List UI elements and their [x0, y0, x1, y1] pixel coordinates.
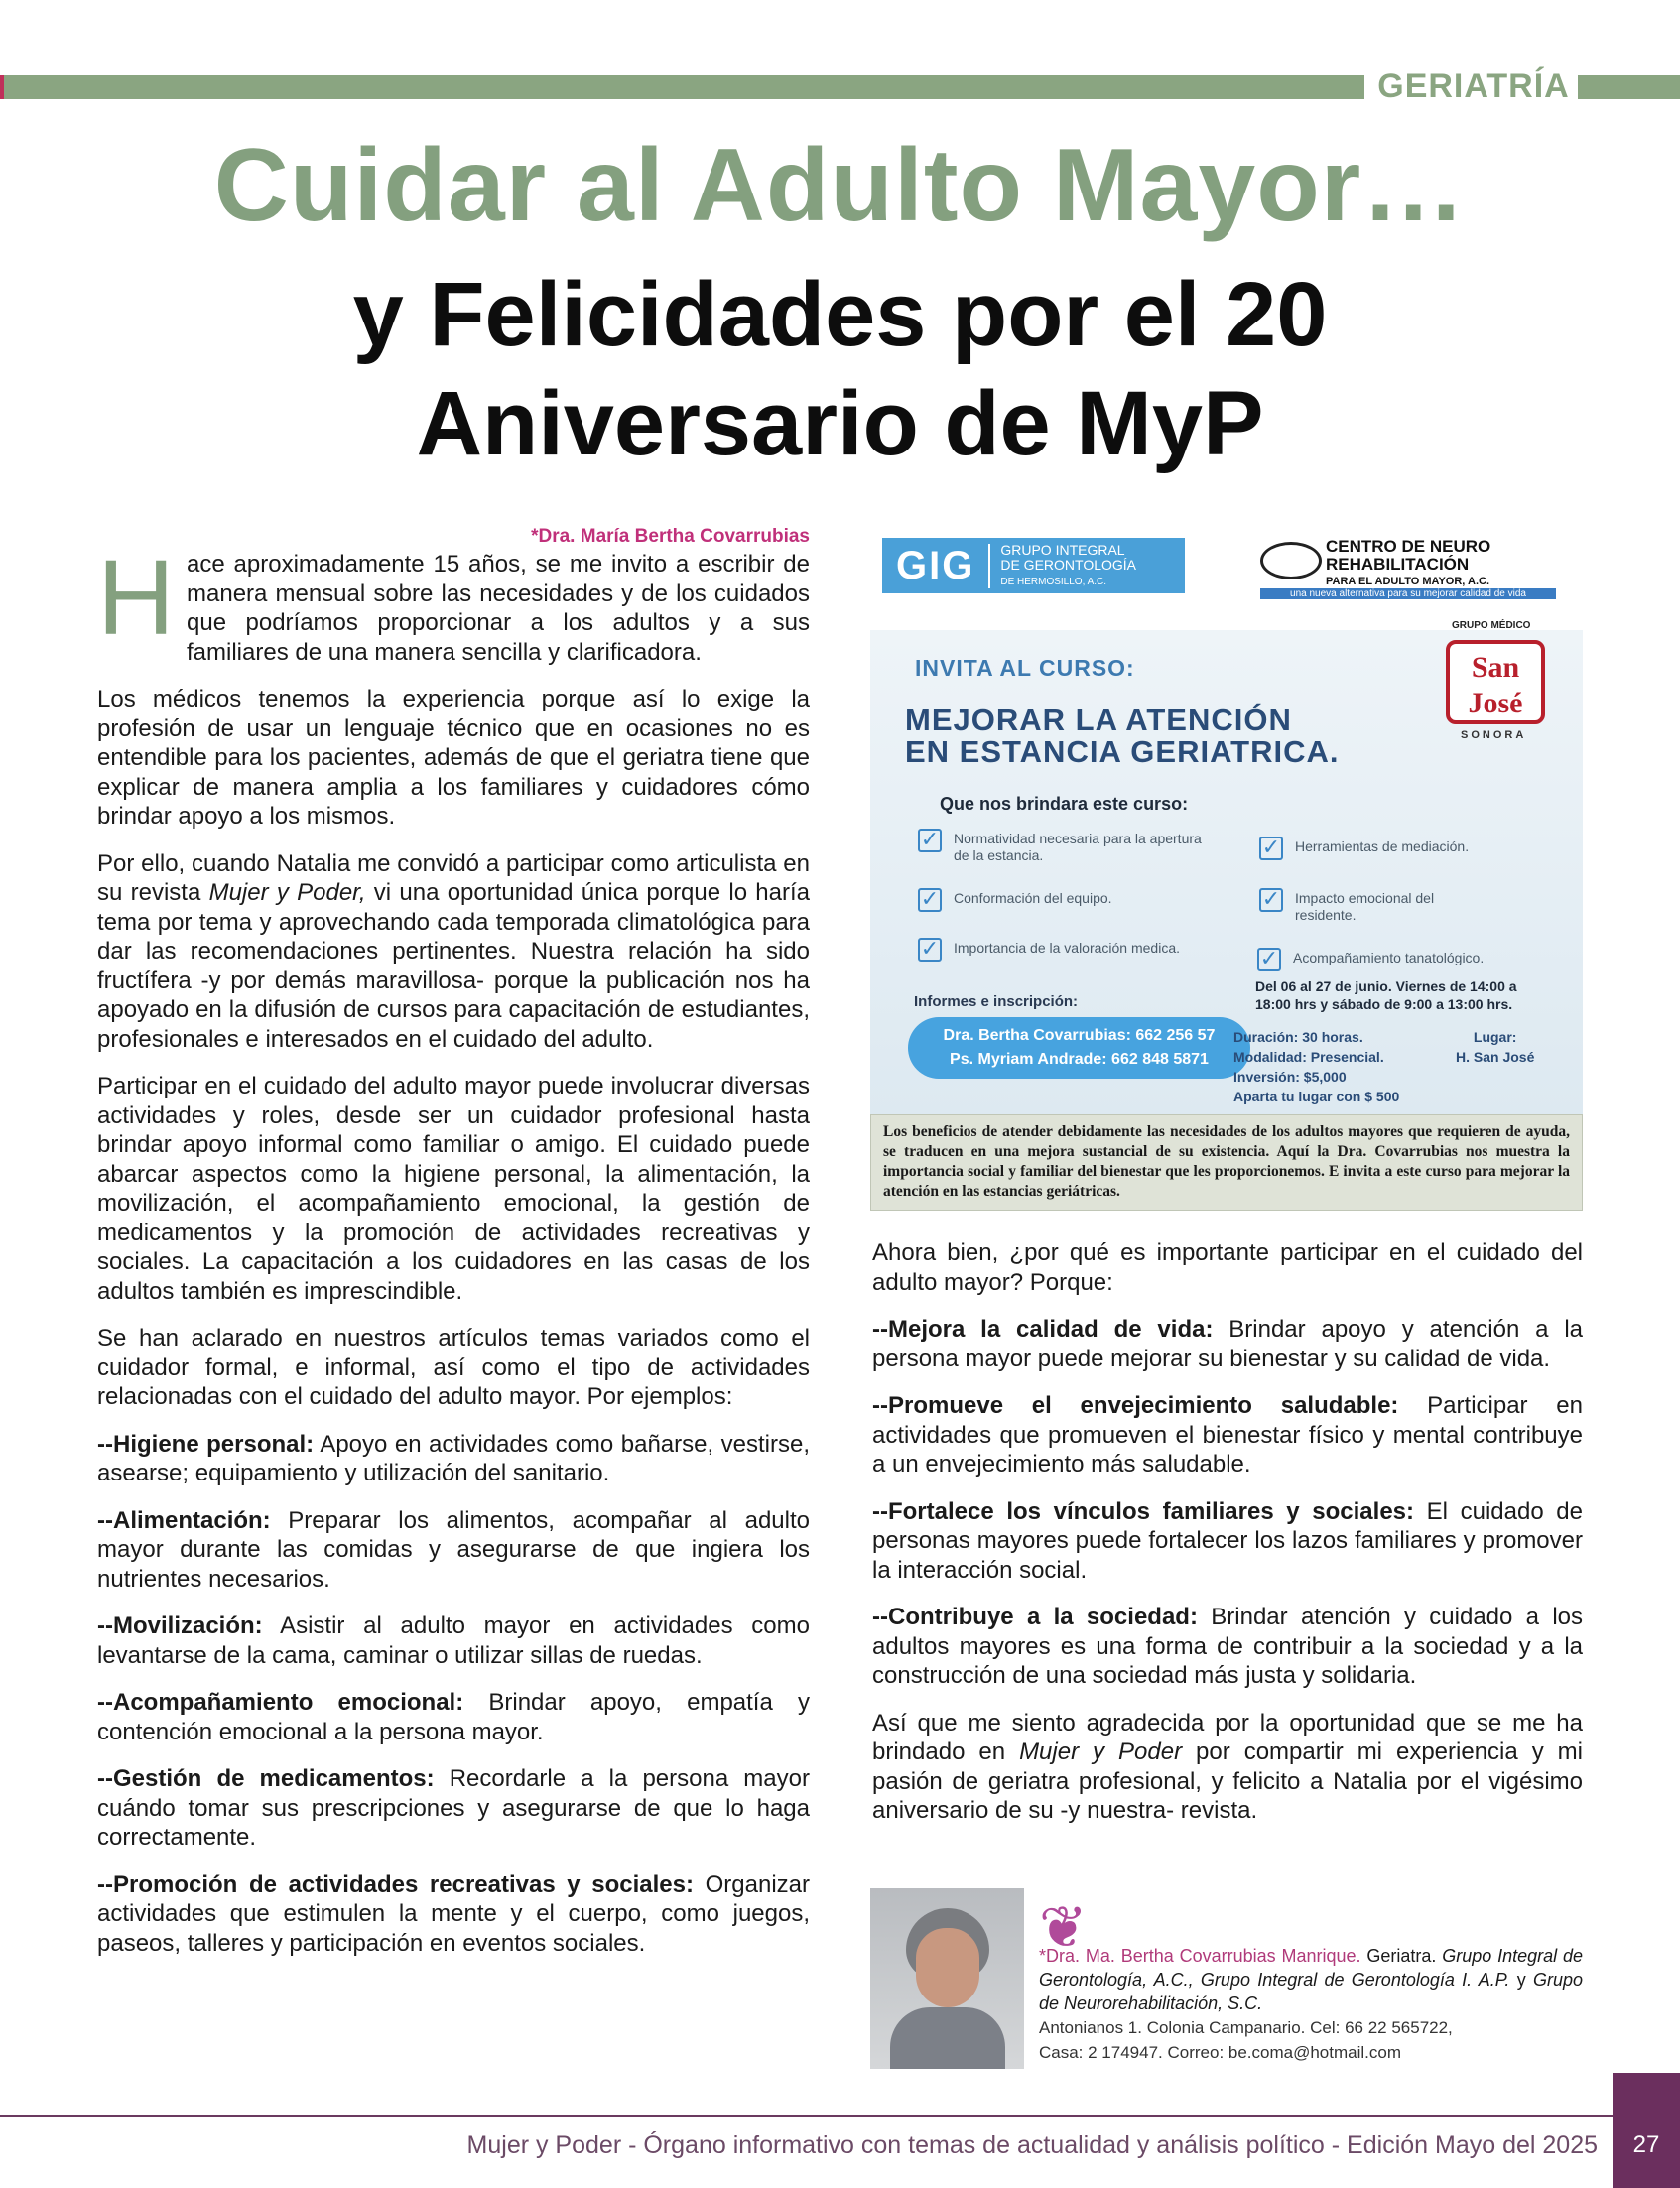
benefit-text: Brindar apoyo y atención a la persona mayor puede mejorar su bienestar y su calidad de vida. [872, 1316, 1583, 1372]
paragraph-2: Los médicos tenemos la experiencia porque así lo exige la profesión de usar un lenguaje técnico que en ocasiones no es entendible para los pacientes, además de que el geriatra tiene que explicar de manera amplia a los familiares y cuidadores cómo brindar apoyo a los mismos. [97, 686, 810, 830]
care-item [97, 1764, 810, 1853]
author-contact: Casa: 2 174947. Correo: be.coma@hotmail.com [1039, 2043, 1401, 2062]
benefit-label: --Promueve el envejecimiento saludable: [872, 1392, 1399, 1419]
author-box [870, 1888, 1583, 2072]
care-item-label: --Promoción de actividades recreativas y sociales: [97, 1870, 694, 1898]
subtitle-line-2: Aniversario de MyP [416, 373, 1264, 474]
paragraph-1-text: ace aproximadamente 15 años, se me invito a escribir de manera mensual sobre las necesidades y de los cuidados que podríamos proporcionar a los adultos y a sus familiares de una manera sencilla y clarificadora. [187, 551, 810, 666]
contact-phone: Ps. Myriam Andrade: 662 848 5871 [950, 1051, 1209, 1068]
closing-paragraph [872, 1709, 1583, 1826]
header-rule-right [1578, 75, 1680, 99]
cnr-title-line: CENTRO DE NEURO [1326, 537, 1491, 556]
course-title-line: EN ESTANCIA GERIATRICA. [905, 734, 1340, 769]
checklist-text: Impacto emocional del residente. [1295, 890, 1435, 923]
contact-phone: Dra. Bertha Covarrubias: 662 256 57 [943, 1027, 1216, 1044]
author-photo [870, 1888, 1024, 2069]
checkbox-icon: ✓ [918, 938, 942, 962]
footer-text: Mujer y Poder - Órgano informativo con temas de actualidad y análisis político - Edición Mayo del 2025 [466, 2131, 1598, 2159]
feather-icon: ❦ [1039, 1895, 1088, 1960]
detail-cost: Inversión: $5,000 [1233, 1069, 1347, 1085]
page-number-box [1613, 2073, 1680, 2188]
care-item-label: --Higiene personal: [97, 1430, 315, 1458]
article-title: Cuidar al Adulto Mayor… [213, 128, 1467, 243]
checkbox-icon: ✓ [1257, 948, 1281, 971]
checklist-text: Conformación del equipo. [954, 890, 1112, 906]
cnr-title [1326, 538, 1490, 574]
paragraph-5: Se han aclarado en nuestros artículos temas variados como el cuidador formal, e informal, así como el tipo de actividades relacionadas con el cuidado del adulto mayor. Por ejemplos: [97, 1325, 810, 1410]
checklist-text: Acompañamiento tanatológico. [1293, 950, 1485, 965]
course-flyer [870, 620, 1583, 1114]
image-caption: Los beneficios de atender debidamente las necesidades de los adultos mayores que requieren de ayuda, se traducen en una mejora sustancial de su existencia. Aquí la Dra. Covarrubias nos muestra la importancia social y familiar del bienestar que les proporcionemos. E invita a este curso para mejorar la atención en las estancias geriátricas. [870, 1114, 1583, 1211]
informes-label: Informes e inscripción: [914, 993, 1079, 1010]
closing-text-a: Así que me siento agradecida por la oportunidad que se me ha brindado en [872, 1709, 1583, 1765]
author-org-2: Grupo de Neurorehabilitación, S.C. [1039, 1970, 1583, 2013]
benefit-label: --Mejora la calidad de vida: [872, 1316, 1214, 1343]
author-byline: *Dra. María Bertha Covarrubias [531, 526, 810, 547]
author-name: *Dra. Ma. Bertha Covarrubias Manrique. [1039, 1946, 1361, 1966]
checkbox-icon: ✓ [918, 888, 942, 912]
right-intro: Ahora bien, ¿por qué es importante participar en el cuidado del adulto mayor? Porque: [872, 1239, 1583, 1296]
benefit-item [872, 1603, 1583, 1691]
sonora-label: SONORA [1461, 729, 1527, 741]
care-item [97, 1870, 810, 1959]
cnr-subtitle: PARA EL ADULTO MAYOR, A.C. [1326, 576, 1490, 587]
course-dates [1255, 977, 1517, 1013]
location-label: Lugar: [1473, 1029, 1517, 1045]
checklist-item [920, 936, 1202, 961]
checklist-item [1259, 946, 1551, 970]
benefit-text: Brindar atención y cuidado a los adultos mayores es una forma de contribuir a la sociedad y a la construcción de una sociedad más justa y solidaria. [872, 1604, 1583, 1689]
course-title-line: MEJORAR LA ATENCIÓN [905, 703, 1292, 737]
paragraph-3 [97, 849, 810, 1055]
checkbox-icon: ✓ [1259, 837, 1283, 860]
care-item [97, 1506, 810, 1595]
detail-deposit: Aparta tu lugar con $ 500 [1233, 1089, 1400, 1104]
paragraph-4: Participar en el cuidado del adulto mayor puede involucrar diversas actividades y roles, desde ser un cuidador profesional hasta brindar apoyo informal como familiar o amigo. El cuidado puede abarcar aspectos como la higiene personal, la alimentación, la movilización, el acompañamiento emocional, la gestión de medicamentos y la promoción de actividades recreativas y sociales. La capacitación a los cuidadores en las casas de los adultos también es imprescindible. [97, 1073, 810, 1305]
drop-cap: H [97, 537, 175, 657]
header-rule-left [0, 75, 1364, 99]
benefit-label: --Contribuye a la sociedad: [872, 1604, 1198, 1630]
course-benefits-heading: Que nos brindara este curso: [940, 794, 1189, 814]
grupo-medico-label: GRUPO MÉDICO [1452, 620, 1531, 631]
invita-heading: INVITA AL CURSO: [915, 655, 1135, 681]
care-item-text: Organizar actividades que estimulen la mente y el cuerpo, como juegos, paseos, talleres y participación en eventos sociales. [97, 1870, 810, 1957]
checklist-item [1261, 886, 1493, 924]
benefit-label: --Fortalece los vínculos familiares y sociales: [872, 1497, 1415, 1525]
page-number: 27 [1632, 2131, 1660, 2158]
san-jose-word: San [1471, 651, 1520, 684]
gig-name-line: DE GERONTOLOGÍA [1000, 556, 1137, 573]
cnr-logo [1260, 534, 1563, 597]
course-title [905, 705, 1340, 768]
magazine-name: Mujer y Poder, [208, 879, 366, 906]
gig-logo [882, 538, 1185, 593]
benefit-text: El cuidado de personas mayores puede fortalecer los lazos familiares y promover la interacción social. [872, 1497, 1584, 1584]
care-item-label: --Acompañamiento emocional: [97, 1689, 464, 1716]
care-item-text: Asistir al adulto mayor en actividades como levantarse de la cama, caminar o utilizar sillas de ruedas. [97, 1612, 810, 1669]
care-item-text: Recordarle a la persona mayor cuándo tomar sus prescripciones y asegurarse de que lo haga correctamente. [97, 1765, 810, 1851]
magazine-name: Mujer y Poder [1019, 1738, 1183, 1765]
checkbox-icon: ✓ [918, 829, 942, 852]
checklist-item [920, 827, 1202, 864]
benefit-item [872, 1497, 1583, 1586]
gig-name-line: DE HERMOSILLO, A.C. [1000, 576, 1107, 587]
care-item [97, 1430, 810, 1488]
photo-face [916, 1928, 979, 2007]
paragraph-3-b: vi una oportunidad única porque lo haría tema por tema y aprovechando cada temporada climatológica para dar las recomendaciones pertinentes. Nuestra relación ha sido fructífera -y por demás maravillosa- porque la publicación nos ha apoyado en la difusión de cursos para capacitación de estudiantes, profesionales e interesados en el cuidado del adulto. [97, 879, 811, 1053]
header-rule-accent [0, 75, 4, 99]
brain-icon [1260, 542, 1322, 579]
detail-modality: Modalidad: Presencial. [1233, 1049, 1384, 1065]
checklist-text: Normatividad necesaria para la apertura de la estancia. [954, 831, 1202, 863]
san-jose-logo [1446, 640, 1545, 724]
closing-text-b: por compartir mi experiencia y mi pasión de geriatra profesional, y felicito a Natalia por el vigésimo aniversario de su -y nuestra- revista. [872, 1738, 1583, 1824]
detail-duration: Duración: 30 horas. [1233, 1029, 1363, 1045]
left-column [97, 526, 810, 1976]
right-column [872, 1238, 1583, 1844]
checkbox-icon: ✓ [1259, 888, 1283, 912]
checklist-item [920, 886, 1202, 911]
section-label: GERIATRÍA [1377, 67, 1570, 105]
author-org-1: Grupo Integral de Gerontología, A.C., Grupo Integral de Gerontología I. A.P. [1039, 1946, 1583, 1990]
san-jose-word: José [1468, 687, 1523, 719]
cnr-tagline: una nueva alternativa para su mejorar calidad de vida [1260, 588, 1556, 599]
course-location [1456, 1027, 1534, 1067]
benefit-text: Participar en actividades que promueven el bienestar físico y mental contribuye a un envejecimiento más saludable. [872, 1392, 1583, 1478]
care-item-text: Brindar apoyo, empatía y contención emocional a la persona mayor. [97, 1689, 810, 1745]
author-address: Antonianos 1. Colonia Campanario. Cel: 66 22 565722, [1039, 2018, 1453, 2037]
contact-pill [908, 1017, 1250, 1079]
photo-body [890, 2007, 1005, 2069]
article-subtitle [0, 260, 1680, 478]
care-item-label: --Gestión de medicamentos: [97, 1765, 435, 1792]
subtitle-line-1: y Felicidades por el 20 [352, 264, 1328, 365]
footer-rule [0, 2115, 1613, 2117]
care-item [97, 1611, 810, 1670]
benefit-item [872, 1315, 1583, 1373]
care-item-text: Preparar los alimentos, acompañar al adulto mayor durante las comidas y asegurarse de que ingiera los nutrientes necesarios. [97, 1506, 810, 1593]
benefit-item [872, 1391, 1583, 1480]
checklist-item [1261, 835, 1543, 859]
care-item-label: --Alimentación: [97, 1506, 271, 1534]
gig-mark: GIG [882, 544, 990, 588]
course-details [1233, 1027, 1399, 1106]
paragraph-3-a: Por ello, cuando Natalia me convidó a participar como articulista en su revista [97, 849, 810, 906]
gig-name [990, 543, 1136, 589]
author-role: Geriatra. [1360, 1946, 1437, 1966]
paragraph-intro [97, 537, 810, 667]
checklist-text: Importancia de la valoración medica. [954, 940, 1181, 956]
dates-line: Del 06 al 27 de junio. Viernes de 14:00 a [1255, 978, 1517, 994]
gig-name-line: GRUPO INTEGRAL [1000, 541, 1125, 558]
author-bio [1039, 1944, 1583, 2065]
location-value: H. San José [1456, 1049, 1535, 1065]
care-item [97, 1688, 810, 1746]
cnr-title-line: REHABILITACIÓN [1326, 555, 1470, 574]
checklist-text: Herramientas de mediación. [1295, 838, 1470, 854]
care-item-text: Apoyo en actividades como bañarse, vestirse, asearse; equipamiento y utilización del sanitario. [97, 1430, 810, 1486]
author-org-and: y [1509, 1970, 1533, 1990]
dates-line: 18:00 hrs y sábado de 9:00 a 13:00 hrs. [1255, 996, 1513, 1012]
course-promo [870, 526, 1583, 1211]
care-item-label: --Movilización: [97, 1612, 263, 1639]
